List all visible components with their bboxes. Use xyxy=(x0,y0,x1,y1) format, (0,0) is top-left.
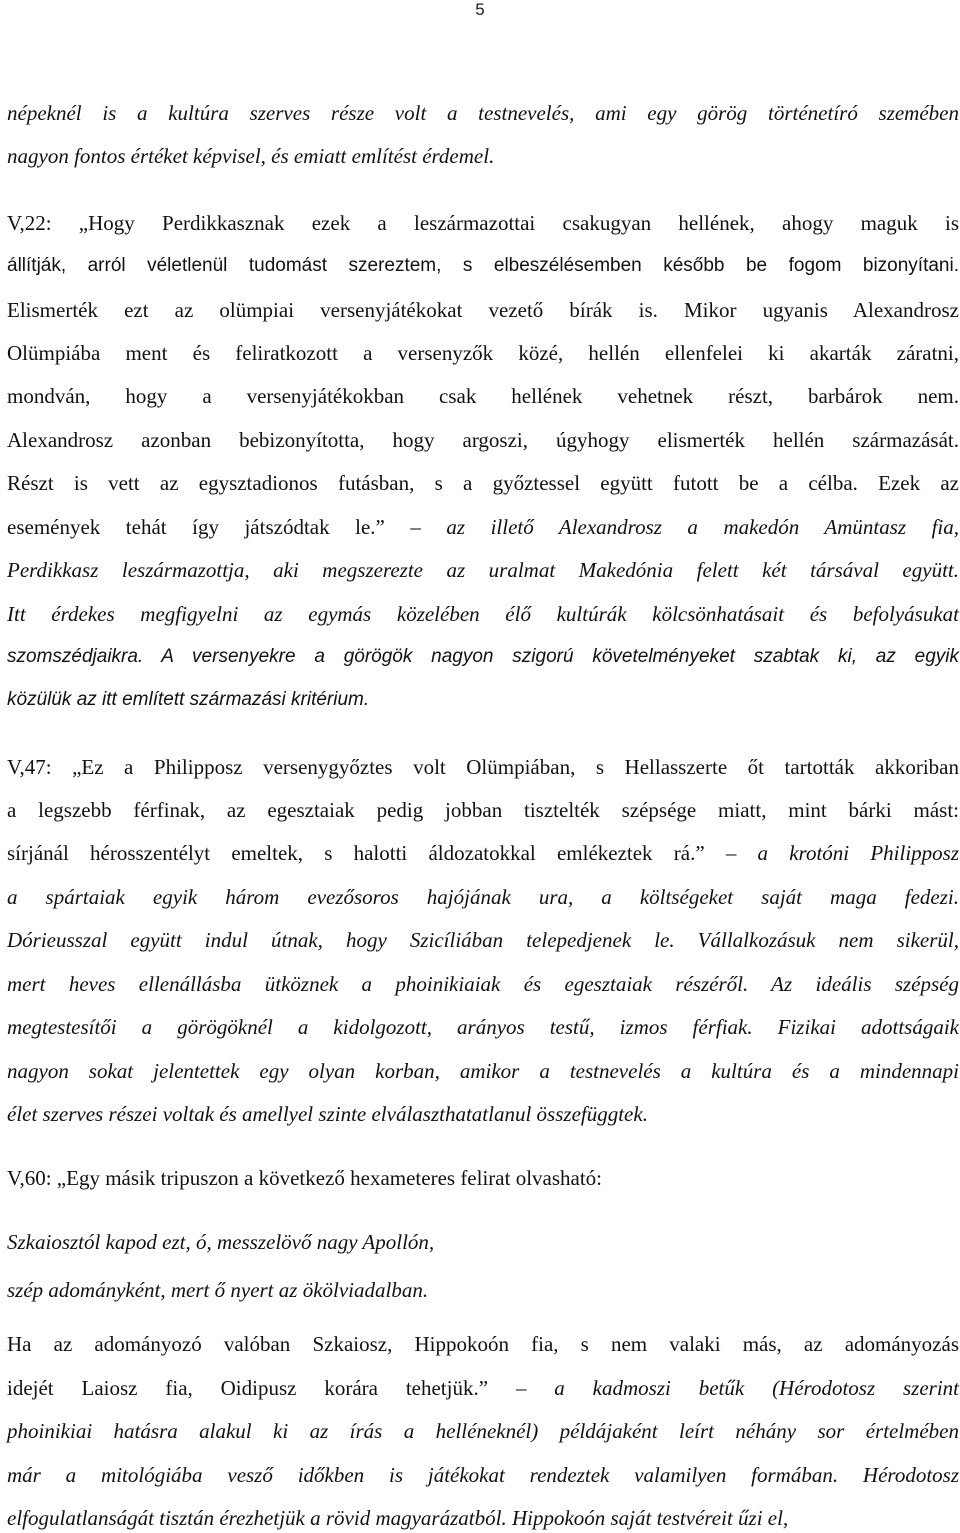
text-line xyxy=(7,841,959,865)
italic-text-segment: Dórieusszal együtt indul útnak, hogy Szicíliában telepedjenek le. Vállalkozásuk nem sikerül, xyxy=(7,928,959,952)
italic-text-segment: a spártaiak egyik három evezősoros hajójának ura, a költségeket saját maga fedezi. xyxy=(7,885,959,909)
text-line xyxy=(7,1015,959,1039)
text-segment: Elismerték ezt az olümpiai versenyjátékokat vezető bírák is. xyxy=(7,298,684,322)
text-line xyxy=(7,515,959,539)
text-line xyxy=(7,1166,959,1190)
text-line xyxy=(7,558,959,582)
text-line xyxy=(7,1230,959,1254)
text-segment: állítják, arról véletlenül tudomást szereztem, s elbeszélésemben később be fogom bizonyítani. xyxy=(7,255,959,276)
text-segment: Olümpiába ment és feliratkozott a versenyzők közé, hellén ellenfelei ki akarták záratni, xyxy=(7,341,959,365)
text-line xyxy=(7,972,959,996)
text-line xyxy=(7,144,959,168)
italic-text-segment: élet szerves részei voltak és amellyel szinte elválaszthatatlanul összefüggtek. xyxy=(7,1102,648,1126)
text-segment: sírjánál hérosszentélyt emeltek, s halotti áldozatokkal emlékeztek rá.” xyxy=(7,841,726,865)
text-line xyxy=(7,1332,959,1356)
italic-text-segment: – a krotóni Philipposz xyxy=(725,841,959,865)
text-line xyxy=(7,798,959,822)
text-line xyxy=(7,1463,959,1487)
text-line xyxy=(7,384,959,408)
italic-text-segment: szép adományként, mert ő nyert az ökölviadalban. xyxy=(7,1278,429,1302)
page-number: 5 xyxy=(475,0,485,19)
italic-text-segment: – a kadmoszi betűk (Hérodotosz szerint xyxy=(515,1376,959,1400)
italic-text-segment: nagyon sokat jelentettek egy olyan korban, amikor a testnevelés a kultúra és a mindennapi xyxy=(7,1059,959,1083)
text-segment: mondván, hogy a versenyjátékokban csak hellének vehetnek részt, barbárok nem. xyxy=(7,384,959,408)
text-line xyxy=(7,1419,959,1443)
text-line xyxy=(7,471,959,495)
italic-text-segment: nagyon fontos értéket képvisel, és emiatt említést érdemel. xyxy=(7,144,495,168)
text-line xyxy=(7,341,959,365)
text-line xyxy=(7,1102,959,1126)
text-line xyxy=(7,928,959,952)
text-line xyxy=(7,645,959,669)
text-line xyxy=(7,1278,959,1302)
text-segment: Ha az adományozó valóban Szkaiosz, Hippokoón fia, s nem valaki más, az adományozás xyxy=(7,1332,959,1356)
italic-text-segment: megtestesítői a görögöknél a kidolgozott, arányos testű, izmos férfiak. Fizikai adottságaik xyxy=(7,1015,959,1039)
text-line xyxy=(7,428,959,452)
text-segment: V,22: „Hogy Perdikkasznak ezek a leszármazottai csakugyan hellének, ahogy maguk is xyxy=(7,211,959,235)
text-line xyxy=(7,1376,959,1400)
text-line xyxy=(7,1059,959,1083)
italic-text-segment: már a mitológiába vesző időkben is játékokat rendeztek valamilyen formában. Hérodotosz xyxy=(7,1463,959,1487)
text-segment: Részt is vett az egysztadionos futásban, s a győztessel együtt futott be a célba. Ezek az xyxy=(7,471,959,495)
text-segment: idejét Laiosz fia, Oidipusz korára tehetjük.” xyxy=(7,1376,516,1400)
italic-text-segment: elfogulatlanságát tisztán érezhetjük a rövid magyarázatból. Hippokoón saját testvéreit űzi el, xyxy=(7,1506,789,1530)
italic-text-segment: phoinikiai hatásra alakul ki az írás a helléneknél) példájaként leírt néhány sor értelmében xyxy=(7,1419,959,1443)
italic-text-segment: közülük az itt említett származási kritérium. xyxy=(7,689,370,710)
text-line xyxy=(7,101,959,125)
text-line xyxy=(7,254,959,278)
italic-text-segment: Perdikkasz leszármazottja, aki megszerezte az uralmat Makedónia felett két társával együtt. xyxy=(7,558,959,582)
text-segment: V,47: „Ez a Philipposz versenygyőztes volt Olümpiában, s Hellasszerte őt tartották akkoriban xyxy=(7,755,959,779)
italic-text-segment: – az illető Alexandrosz a makedón Amüntasz fia, xyxy=(410,515,959,539)
text-line xyxy=(7,211,959,235)
italic-text-segment: mert heves ellenállásba ütköznek a phoinikiaiak és egesztaiak részéről. Az ideális szépség xyxy=(7,972,959,996)
text-line xyxy=(7,1506,959,1530)
text-segment: Alexandrosz azonban bebizonyította, hogy argoszi, úgyhogy elismerték hellén származását. xyxy=(7,428,959,452)
text-line xyxy=(7,755,959,779)
text-line xyxy=(7,602,959,626)
text-segment: események tehát így játszódtak le.” xyxy=(7,515,411,539)
italic-text-segment: Szkaiosztól kapod ezt, ó, messzelövő nagy Apollón, xyxy=(7,1230,435,1254)
text-segment: a legszebb férfinak, az egesztaiak pedig jobban tisztelték szépsége miatt, mint bárki mást: xyxy=(7,798,959,822)
text-segment: Mikor ugyanis Alexandrosz xyxy=(684,298,959,322)
italic-text-segment: népeknél is a kultúra szerves része volt a testnevelés, ami egy görög történetíró szemében xyxy=(7,101,959,125)
text-line xyxy=(7,688,959,712)
italic-text-segment: Itt érdekes megfigyelni az egymás közelében élő kultúrák kölcsönhatásait és befolyásukat xyxy=(7,602,959,626)
italic-text-segment: szomszédjaikra. A versenyekre a görögök nagyon szigorú követelményeket szabtak ki, az egyik xyxy=(7,646,959,667)
text-line xyxy=(7,298,959,322)
text-line xyxy=(7,885,959,909)
text-segment: V,60: „Egy másik tripuszon a következő hexameteres felirat olvasható: xyxy=(7,1166,603,1190)
